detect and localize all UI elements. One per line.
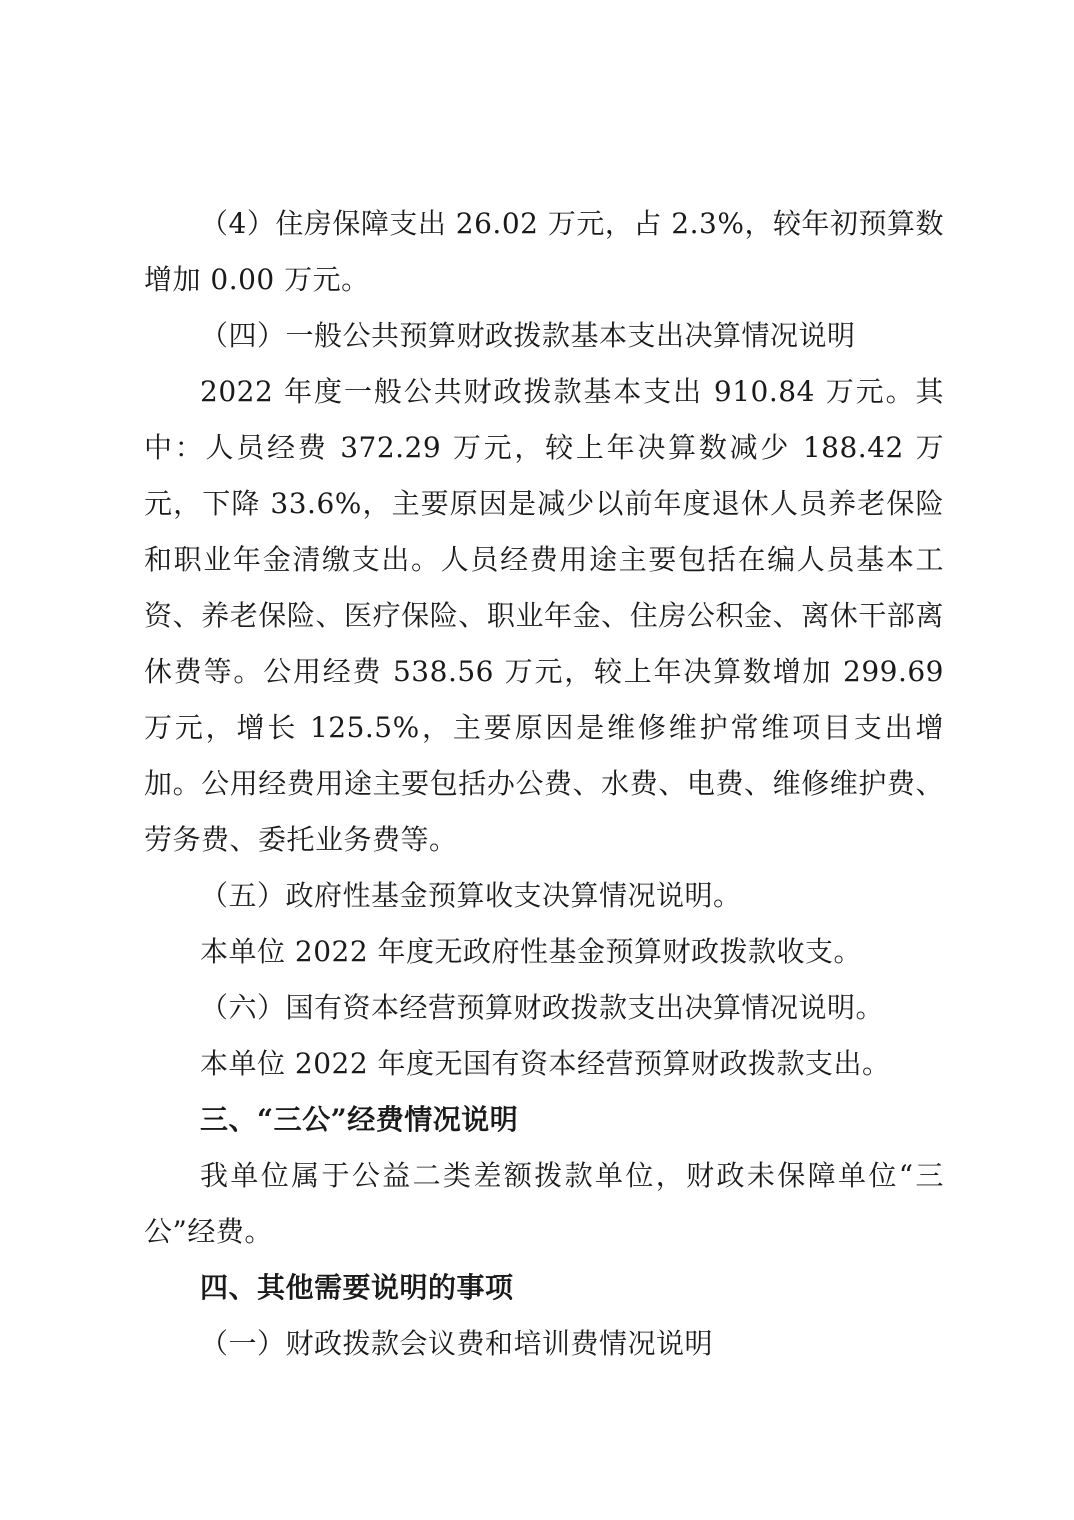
paragraph-basic-expenditure-detail: 2022 年度一般公共财政拨款基本支出 910.84 万元。其中：人员经费 372.29 万元，较上年决算数减少 188.42 万元，下降 33.6%，主要原因是减少以前年度退休人员养老保险和职业年金清缴支出。人员经费用途主要包括在编人员基本工资、养老保险、医疗保险、职业年金、住房公积金、离休干部离休费等。公用经费 538.56 万元，较上年决算数增加 299.69 万元，增长 125.5%，主要原因是维修维护常维项目支出增加。公用经费用途主要包括办公费、水费、电费、维修维护费、劳务费、委托业务费等。 (144, 375, 944, 856)
section-title-basic-expenditure: （四）一般公共预算财政拨款基本支出决算情况说明 (200, 319, 856, 352)
paragraph-three-public-expenses: 我单位属于公益二类差额拨款单位，财政未保障单位“三公”经费。 (144, 1159, 944, 1248)
paragraph-state-capital: 本单位 2022 年度无国有资本经营预算财政拨款支出。 (200, 1047, 891, 1080)
section-title-meeting-training-fees: （一）财政拨款会议费和培训费情况说明 (200, 1327, 714, 1360)
paragraph-housing-expenditure: （4）住房保障支出 26.02 万元，占 2.3%，较年初预算数增加 0.00 万元。 (144, 207, 944, 296)
heading-three-public-expenses: 三、“三公”经费情况说明 (200, 1103, 519, 1136)
paragraph-government-fund: 本单位 2022 年度无政府性基金预算财政拨款收支。 (200, 935, 863, 968)
section-title-state-capital: （六）国有资本经营预算财政拨款支出决算情况说明。 (200, 991, 885, 1024)
heading-other-matters: 四、其他需要说明的事项 (200, 1271, 514, 1304)
section-title-government-fund: （五）政府性基金预算收支决算情况说明。 (200, 879, 742, 912)
document-page (144, 196, 944, 1372)
